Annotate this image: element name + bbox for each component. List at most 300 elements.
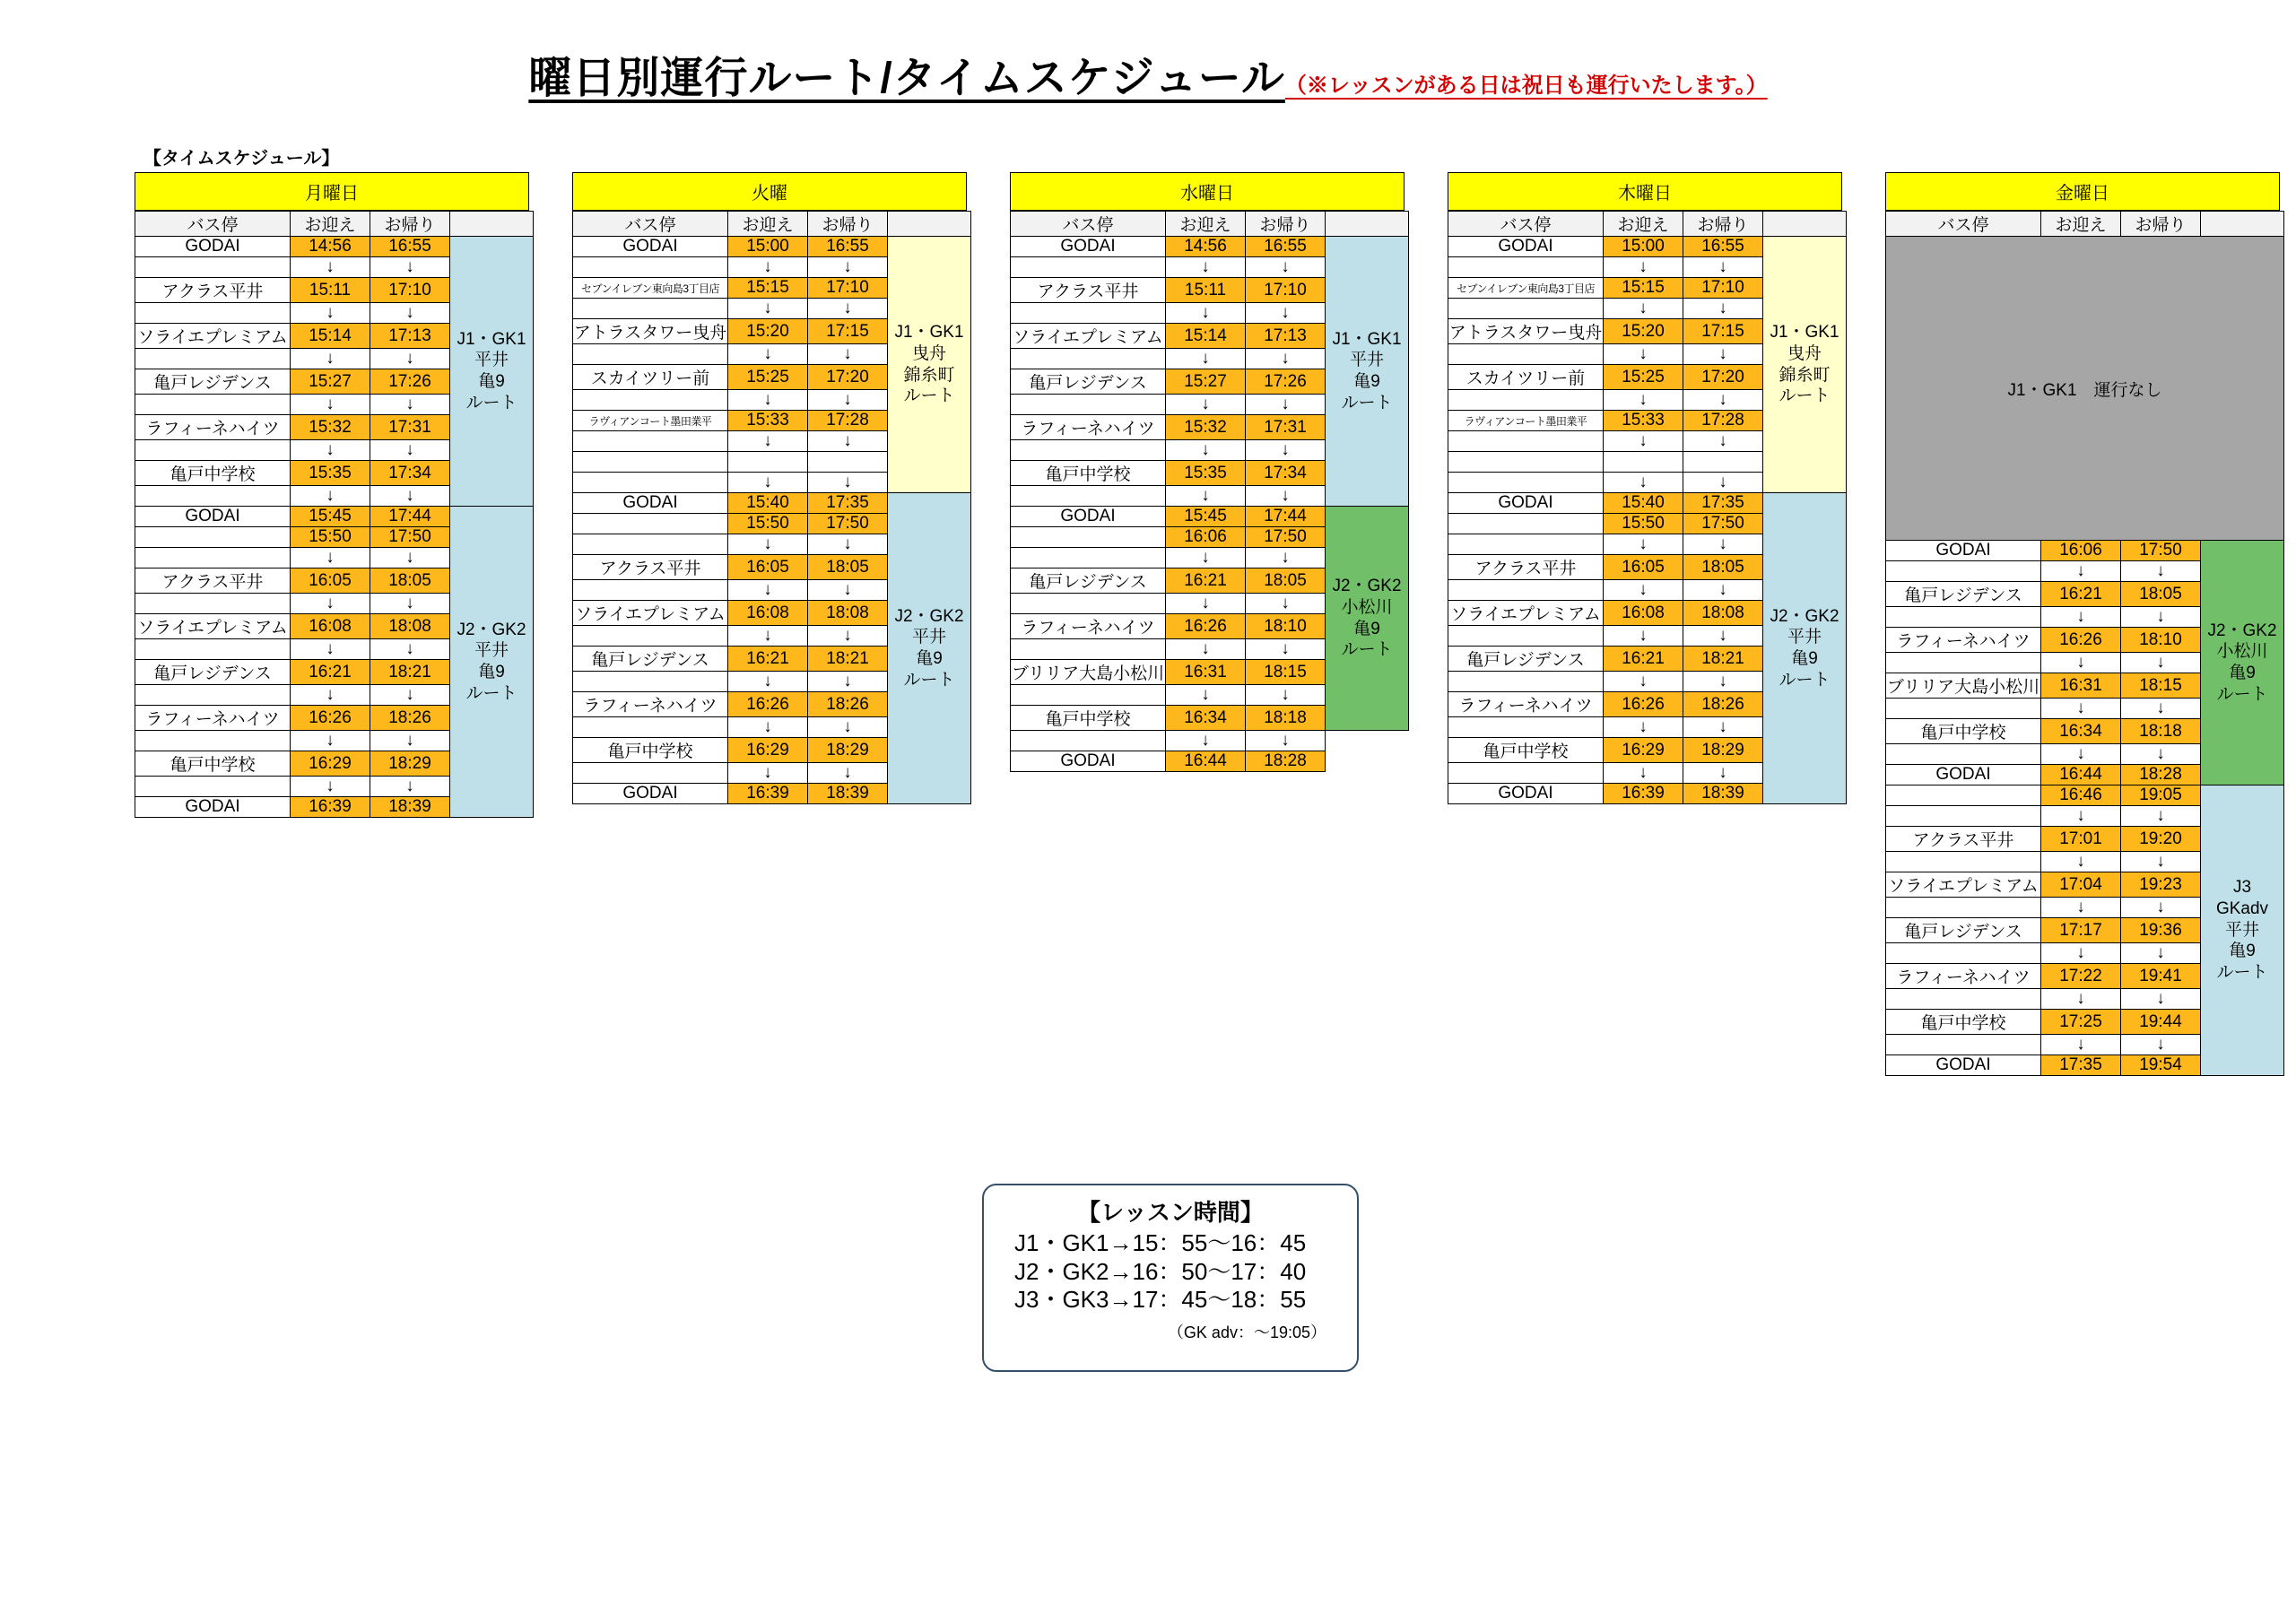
pickup-time: 15:25: [728, 365, 808, 390]
stop-name-cell: ソライエプレミアム: [1448, 601, 1604, 626]
table-row: [573, 237, 971, 257]
header-dropoff: お帰り: [1683, 212, 1763, 237]
dropoff-time: 18:26: [370, 706, 450, 731]
pickup-time: 16:06: [1166, 527, 1246, 548]
dropoff-time: 17:28: [1683, 411, 1763, 431]
arrow-icon: ↓: [1683, 473, 1763, 493]
table-row: [1011, 237, 1409, 257]
lesson-line-3: J3・GK3→17：45～18：55: [1014, 1286, 1307, 1314]
stop-name-cell: ブリリア大島小松川: [1886, 673, 2041, 699]
pickup-time: 16:44: [1166, 751, 1246, 772]
stop-name-cell: ソライエプレミアム: [135, 324, 291, 349]
arrow-icon: ↓: [1683, 763, 1763, 784]
header-stop: バス停: [1448, 212, 1604, 237]
stop-name-cell: [1011, 486, 1166, 507]
stop-name-cell: [1448, 672, 1604, 692]
stop-name-cell: [135, 440, 291, 461]
dropoff-time: 19:44: [2121, 1010, 2201, 1035]
dropoff-time: 18:28: [2121, 765, 2201, 785]
stop-name-cell: ラフィーネハイツ: [573, 692, 728, 717]
arrow-icon: ↓: [808, 626, 888, 647]
pickup-time: 16:26: [291, 706, 370, 731]
stop-name-cell: [1886, 943, 2041, 964]
stop-name-cell: ラヴィアンコート墨田業平: [1448, 411, 1604, 431]
pickup-time: 16:08: [728, 601, 808, 626]
dropoff-time: 18:05: [2121, 582, 2201, 607]
route-label: J2・GK2 平井 亀9 ルート: [450, 507, 534, 818]
dropoff-time: 17:10: [808, 278, 888, 299]
arrow-icon: ↓: [728, 672, 808, 692]
arrow-icon: ↓: [728, 534, 808, 555]
arrow-icon: ↓: [2041, 744, 2121, 765]
dropoff-time: 17:13: [370, 324, 450, 349]
stop-name-cell: スカイツリー前: [1448, 365, 1604, 390]
stop-name-cell: [1011, 685, 1166, 706]
arrow-icon: ↓: [808, 344, 888, 365]
route-label: J2・GK2 小松川 亀9 ルート: [2201, 541, 2284, 785]
header-pickup: お迎え: [2041, 212, 2121, 237]
pickup-time: 16:34: [2041, 719, 2121, 744]
arrow-icon: ↓: [1166, 594, 1246, 614]
dropoff-time: 17:10: [1246, 278, 1326, 303]
stop-name-cell: [1011, 303, 1166, 324]
no-service-label: J1・GK1 運行なし: [1886, 237, 2284, 541]
stop-name-cell: [1448, 626, 1604, 647]
arrow-icon: ↓: [370, 731, 450, 751]
arrow-icon: ↓: [2041, 607, 2121, 628]
dropoff-time: 17:34: [370, 461, 450, 486]
dropoff-time: 17:10: [1683, 278, 1763, 299]
stop-name-cell: 亀戸レジデンス: [1448, 647, 1604, 672]
pickup-time: 15:32: [1166, 415, 1246, 440]
arrow-icon: ↓: [370, 594, 450, 614]
pickup-time: 17:01: [2041, 827, 2121, 852]
stop-name-cell: ソライエプレミアム: [1011, 324, 1166, 349]
pickup-time: 16:39: [291, 797, 370, 818]
arrow-icon: ↓: [728, 299, 808, 319]
arrow-icon: ↓: [2121, 607, 2201, 628]
arrow-icon: ↓: [2121, 989, 2201, 1010]
stop-name-cell: [573, 514, 728, 534]
table-row: [135, 237, 534, 257]
stop-name-cell: [135, 303, 291, 324]
dropoff-time: 17:50: [808, 514, 888, 534]
arrow-icon: ↓: [1246, 594, 1326, 614]
dropoff-time: 19:05: [2121, 785, 2201, 806]
dropoff-time: 18:39: [370, 797, 450, 818]
dropoff-time: 17:28: [808, 411, 888, 431]
dropoff-time: 18:21: [808, 647, 888, 672]
pickup-time: 15:40: [1604, 493, 1683, 514]
pickup-time: 16:29: [728, 738, 808, 763]
no-service-row: [1886, 237, 2284, 541]
empty-cell: [1683, 452, 1763, 473]
empty-cell: [728, 452, 808, 473]
dropoff-time: 17:35: [1683, 493, 1763, 514]
stop-name-cell: 亀戸中学校: [1448, 738, 1604, 763]
stop-name-cell: ラフィーネハイツ: [1448, 692, 1604, 717]
arrow-icon: ↓: [1246, 349, 1326, 369]
stop-name-cell: [1448, 473, 1604, 493]
arrow-icon: ↓: [291, 731, 370, 751]
pickup-time: 16:06: [2041, 541, 2121, 561]
arrow-icon: ↓: [1604, 390, 1683, 411]
arrow-icon: ↓: [291, 440, 370, 461]
stop-name-cell: GODAI: [573, 237, 728, 257]
stop-name-cell: ラヴィアンコート墨田業平: [573, 411, 728, 431]
dropoff-time: 18:05: [370, 568, 450, 594]
dropoff-time: 16:55: [1246, 237, 1326, 257]
dropoff-time: 17:50: [1683, 514, 1763, 534]
pickup-time: 15:32: [291, 415, 370, 440]
stop-name-cell: 亀戸中学校: [135, 751, 291, 777]
dropoff-time: 18:05: [1246, 568, 1326, 594]
pickup-time: 16:05: [728, 555, 808, 580]
dropoff-time: 17:26: [370, 369, 450, 395]
arrow-icon: ↓: [1604, 763, 1683, 784]
page-title-text: 曜日別運行ルート/タイムスケジュール: [528, 55, 1285, 102]
pickup-time: 15:33: [728, 411, 808, 431]
dropoff-time: 18:28: [1246, 751, 1326, 772]
route-label: J1・GK1 曳舟 錦糸町 ルート: [1763, 237, 1847, 493]
stop-name-cell: GODAI: [573, 493, 728, 514]
pickup-time: 16:05: [1604, 555, 1683, 580]
stop-name-cell: セブンイレブン東向島3丁目店: [573, 278, 728, 299]
arrow-icon: ↓: [370, 548, 450, 568]
dropoff-time: 18:26: [808, 692, 888, 717]
stop-name-cell: [573, 452, 728, 473]
header-pickup: お迎え: [1604, 212, 1683, 237]
table-header-row: [1011, 212, 1409, 237]
pickup-time: 15:35: [1166, 461, 1246, 486]
pickup-time: 16:31: [2041, 673, 2121, 699]
stop-name-cell: GODAI: [1448, 237, 1604, 257]
dropoff-time: 18:29: [370, 751, 450, 777]
arrow-icon: ↓: [1683, 717, 1763, 738]
stop-name-cell: 亀戸中学校: [1011, 461, 1166, 486]
stop-name-cell: ソライエプレミアム: [1886, 872, 2041, 898]
dropoff-time: 18:18: [2121, 719, 2201, 744]
pickup-time: 16:34: [1166, 706, 1246, 731]
header-route: [888, 212, 971, 237]
day-column-1: [135, 172, 529, 818]
pickup-time: 16:08: [1604, 601, 1683, 626]
arrow-icon: ↓: [728, 390, 808, 411]
stop-name-cell: [1886, 653, 2041, 673]
stop-name-cell: アトラスタワー曳舟: [1448, 319, 1604, 344]
arrow-icon: ↓: [2041, 561, 2121, 582]
pickup-time: 15:00: [1604, 237, 1683, 257]
stop-name-cell: GODAI: [1886, 1055, 2041, 1076]
table-row: [135, 507, 534, 527]
day-column-4: [1448, 172, 1842, 804]
stop-name-cell: 亀戸レジデンス: [1011, 369, 1166, 395]
header-pickup: お迎え: [728, 212, 808, 237]
day-column-3: [1010, 172, 1405, 772]
pickup-time: 15:11: [1166, 278, 1246, 303]
stop-name-cell: セブンイレブン東向島3丁目店: [1448, 278, 1604, 299]
dropoff-time: 17:26: [1246, 369, 1326, 395]
arrow-icon: ↓: [1683, 626, 1763, 647]
arrow-icon: ↓: [1166, 685, 1246, 706]
dropoff-time: 18:29: [808, 738, 888, 763]
arrow-icon: ↓: [370, 440, 450, 461]
pickup-time: 16:39: [1604, 784, 1683, 804]
stop-name-cell: 亀戸中学校: [1886, 719, 2041, 744]
stop-name-cell: [573, 580, 728, 601]
stop-name-cell: [135, 486, 291, 507]
stop-name-cell: [1886, 561, 2041, 582]
arrow-icon: ↓: [728, 257, 808, 278]
arrow-icon: ↓: [808, 580, 888, 601]
pickup-time: 15:15: [728, 278, 808, 299]
stop-name-cell: [1448, 452, 1604, 473]
table-header-row: [573, 212, 971, 237]
arrow-icon: ↓: [1683, 672, 1763, 692]
arrow-icon: ↓: [2041, 989, 2121, 1010]
empty-cell: [1604, 452, 1683, 473]
stop-name-cell: GODAI: [1886, 541, 2041, 561]
stop-name-cell: [1886, 607, 2041, 628]
arrow-icon: ↓: [1604, 580, 1683, 601]
dropoff-time: 16:55: [370, 237, 450, 257]
stop-name-cell: [1011, 440, 1166, 461]
stop-name-cell: [1448, 257, 1604, 278]
pickup-time: 16:21: [728, 647, 808, 672]
header-dropoff: お帰り: [2121, 212, 2201, 237]
stop-name-cell: GODAI: [1011, 507, 1166, 527]
stop-name-cell: 亀戸中学校: [135, 461, 291, 486]
arrow-icon: ↓: [291, 639, 370, 660]
pickup-time: 16:29: [291, 751, 370, 777]
stop-name-cell: [573, 431, 728, 452]
arrow-icon: ↓: [1683, 534, 1763, 555]
stop-name-cell: GODAI: [1886, 765, 2041, 785]
stop-name-cell: ラフィーネハイツ: [1886, 964, 2041, 989]
header-pickup: お迎え: [1166, 212, 1246, 237]
schedule-table: [1885, 211, 2284, 1076]
stop-name-cell: [135, 548, 291, 568]
stop-name-cell: [135, 527, 291, 548]
dropoff-time: 17:10: [370, 278, 450, 303]
lesson-line-1: J1・GK1→15：55～16：45: [1014, 1229, 1307, 1256]
dropoff-time: 16:55: [1683, 237, 1763, 257]
header-stop: バス停: [1886, 212, 2041, 237]
arrow-icon: ↓: [370, 685, 450, 706]
stop-name-cell: ラフィーネハイツ: [1011, 614, 1166, 639]
table-row: [1011, 507, 1409, 527]
stop-name-cell: アクラス平井: [1448, 555, 1604, 580]
arrow-icon: ↓: [1683, 257, 1763, 278]
arrow-icon: ↓: [728, 344, 808, 365]
arrow-icon: ↓: [370, 349, 450, 369]
arrow-icon: ↓: [1604, 344, 1683, 365]
stop-name-cell: GODAI: [135, 237, 291, 257]
arrow-icon: ↓: [2041, 1035, 2121, 1055]
table-header-row: [1886, 212, 2284, 237]
dropoff-time: 18:39: [1683, 784, 1763, 804]
stop-name-cell: ラフィーネハイツ: [1886, 628, 2041, 653]
stop-name-cell: [1886, 806, 2041, 827]
lesson-time-box: [982, 1184, 1359, 1372]
pickup-time: 15:14: [291, 324, 370, 349]
pickup-time: 15:50: [728, 514, 808, 534]
stop-name-cell: 亀戸レジデンス: [135, 369, 291, 395]
stop-name-cell: GODAI: [135, 507, 291, 527]
arrow-icon: ↓: [1166, 639, 1246, 660]
table-row: [1011, 751, 1409, 772]
header-dropoff: お帰り: [808, 212, 888, 237]
table-row: [1886, 785, 2284, 806]
arrow-icon: ↓: [728, 473, 808, 493]
header-pickup: お迎え: [291, 212, 370, 237]
stop-name-cell: GODAI: [1448, 784, 1604, 804]
stop-name-cell: [1011, 257, 1166, 278]
dropoff-time: 18:10: [2121, 628, 2201, 653]
header-dropoff: お帰り: [370, 212, 450, 237]
pickup-time: 16:39: [728, 784, 808, 804]
pickup-time: 15:40: [728, 493, 808, 514]
route-label: J1・GK1 平井 亀9 ルート: [1326, 237, 1409, 507]
dropoff-time: 17:50: [1246, 527, 1326, 548]
stop-name-cell: [573, 257, 728, 278]
arrow-icon: ↓: [1683, 431, 1763, 452]
table-row: [1448, 493, 1847, 514]
arrow-icon: ↓: [728, 626, 808, 647]
arrow-icon: ↓: [1166, 486, 1246, 507]
arrow-icon: ↓: [1246, 486, 1326, 507]
arrow-icon: ↓: [728, 431, 808, 452]
dropoff-time: 18:10: [1246, 614, 1326, 639]
pickup-time: 14:56: [291, 237, 370, 257]
arrow-icon: ↓: [1683, 344, 1763, 365]
pickup-time: 16:26: [1604, 692, 1683, 717]
stop-name-cell: アクラス平井: [1011, 278, 1166, 303]
arrow-icon: ↓: [1246, 257, 1326, 278]
stop-name-cell: [1448, 431, 1604, 452]
arrow-icon: ↓: [1246, 639, 1326, 660]
pickup-time: 15:35: [291, 461, 370, 486]
pickup-time: 15:33: [1604, 411, 1683, 431]
stop-name-cell: [1011, 527, 1166, 548]
dropoff-time: 18:18: [1246, 706, 1326, 731]
arrow-icon: ↓: [291, 548, 370, 568]
route-label: J2・GK2 平井 亀9 ルート: [1763, 493, 1847, 804]
stop-name-cell: [1886, 989, 2041, 1010]
stop-name-cell: GODAI: [1448, 493, 1604, 514]
stop-name-cell: [1886, 898, 2041, 918]
stop-name-cell: スカイツリー前: [573, 365, 728, 390]
header-dropoff: お帰り: [1246, 212, 1326, 237]
arrow-icon: ↓: [2041, 943, 2121, 964]
arrow-icon: ↓: [808, 257, 888, 278]
arrow-icon: ↓: [291, 594, 370, 614]
arrow-icon: ↓: [808, 390, 888, 411]
arrow-icon: ↓: [1166, 303, 1246, 324]
pickup-time: 15:25: [1604, 365, 1683, 390]
stop-name-cell: GODAI: [135, 797, 291, 818]
day-header: 火曜: [572, 172, 967, 211]
dropoff-time: 17:35: [808, 493, 888, 514]
schedule-table: [1010, 211, 1409, 772]
pickup-time: 16:05: [291, 568, 370, 594]
stop-name-cell: [135, 731, 291, 751]
dropoff-time: 19:41: [2121, 964, 2201, 989]
stop-name-cell: [573, 534, 728, 555]
pickup-time: 16:21: [2041, 582, 2121, 607]
dropoff-time: 17:31: [1246, 415, 1326, 440]
arrow-icon: ↓: [2041, 898, 2121, 918]
header-route: [1763, 212, 1847, 237]
pickup-time: 16:26: [728, 692, 808, 717]
page-title: [0, 43, 2296, 105]
stop-name-cell: [573, 344, 728, 365]
arrow-icon: ↓: [370, 303, 450, 324]
arrow-icon: ↓: [728, 717, 808, 738]
stop-name-cell: アトラスタワー曳舟: [573, 319, 728, 344]
stop-name-cell: [573, 672, 728, 692]
pickup-time: 15:27: [291, 369, 370, 395]
stop-name-cell: [573, 626, 728, 647]
arrow-icon: ↓: [291, 685, 370, 706]
arrow-icon: ↓: [2121, 806, 2201, 827]
stop-name-cell: GODAI: [1011, 751, 1166, 772]
stop-name-cell: 亀戸中学校: [1886, 1010, 2041, 1035]
arrow-icon: ↓: [2041, 653, 2121, 673]
stop-name-cell: [135, 349, 291, 369]
route-label: J2・GK2 平井 亀9 ルート: [888, 493, 971, 804]
dropoff-time: 18:29: [1683, 738, 1763, 763]
pickup-time: 16:21: [1166, 568, 1246, 594]
pickup-time: 16:08: [291, 614, 370, 639]
stop-name-cell: GODAI: [573, 784, 728, 804]
pickup-time: 17:17: [2041, 918, 2121, 943]
arrow-icon: ↓: [1166, 548, 1246, 568]
dropoff-time: 18:08: [1683, 601, 1763, 626]
dropoff-time: 17:13: [1246, 324, 1326, 349]
arrow-icon: ↓: [1246, 548, 1326, 568]
header-route: [1326, 212, 1409, 237]
dropoff-time: 19:36: [2121, 918, 2201, 943]
arrow-icon: ↓: [728, 580, 808, 601]
stop-name-cell: 亀戸中学校: [573, 738, 728, 763]
stop-name-cell: [1448, 344, 1604, 365]
day-header: 月曜日: [135, 172, 529, 211]
stop-name-cell: [1448, 514, 1604, 534]
arrow-icon: ↓: [728, 763, 808, 784]
schedule-table: [572, 211, 971, 804]
dropoff-time: 18:15: [1246, 660, 1326, 685]
route-label: J1・GK1 曳舟 錦糸町 ルート: [888, 237, 971, 493]
dropoff-time: 18:05: [1683, 555, 1763, 580]
stop-name-cell: [1448, 763, 1604, 784]
stop-name-cell: [135, 395, 291, 415]
stop-name-cell: [1448, 580, 1604, 601]
pickup-time: 15:50: [1604, 514, 1683, 534]
route-label: J2・GK2 小松川 亀9 ルート: [1326, 507, 1409, 731]
lesson-line-2: J2・GK2→16：50～17：40: [1014, 1257, 1307, 1285]
arrow-icon: ↓: [1246, 731, 1326, 751]
dropoff-time: 18:21: [370, 660, 450, 685]
stop-name-cell: アクラス平井: [573, 555, 728, 580]
stop-name-cell: 亀戸レジデンス: [135, 660, 291, 685]
arrow-icon: ↓: [291, 395, 370, 415]
header-stop: バス停: [1011, 212, 1166, 237]
arrow-icon: ↓: [1683, 580, 1763, 601]
stop-name-cell: ブリリア大島小松川: [1011, 660, 1166, 685]
stop-name-cell: [135, 777, 291, 797]
stop-name-cell: ソライエプレミアム: [135, 614, 291, 639]
